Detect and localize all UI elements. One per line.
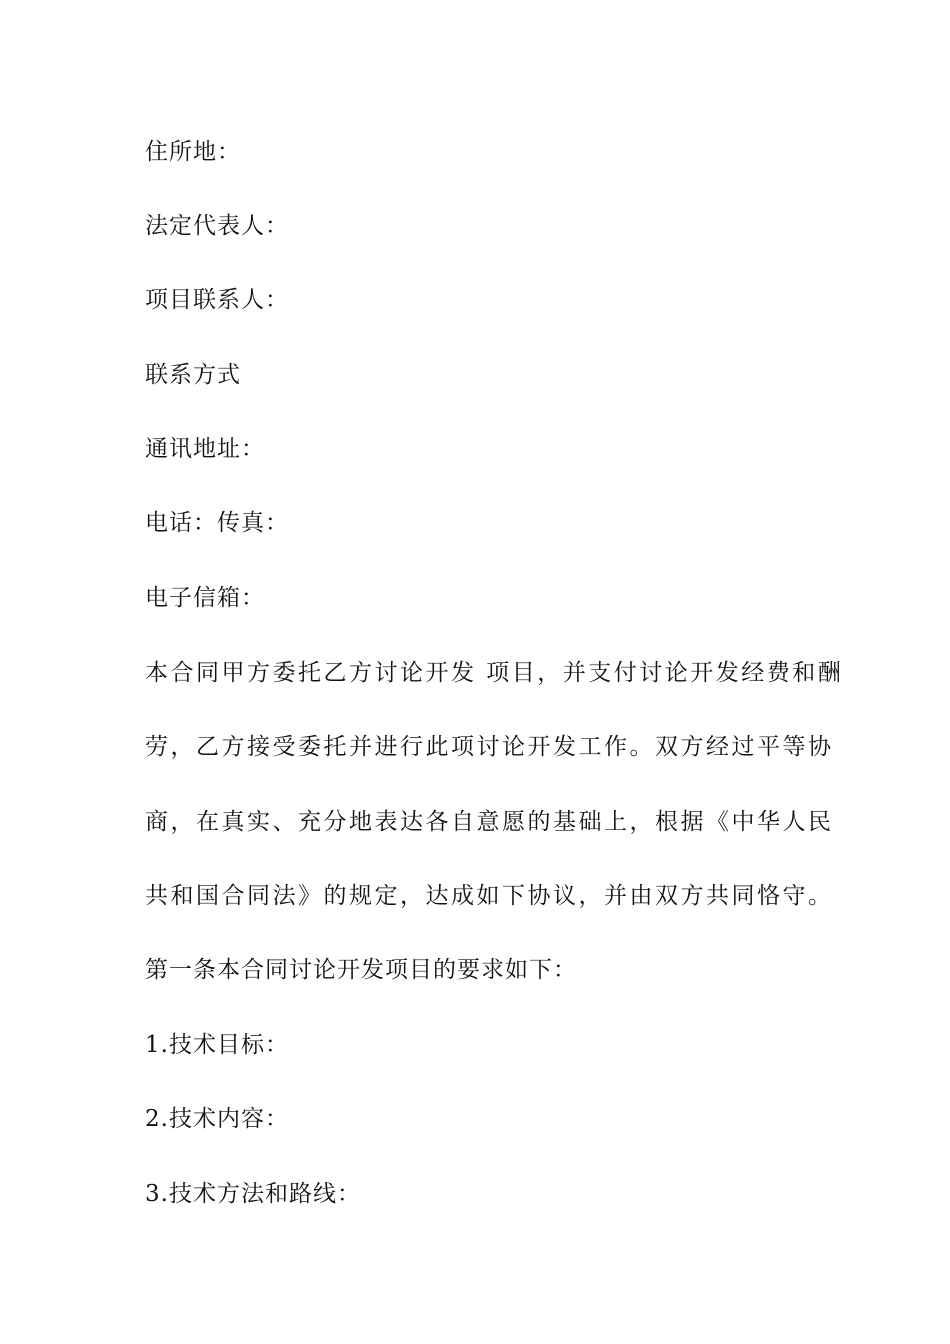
paragraph-line: 本合同甲方委托乙方讨论开发 项目，并支付讨论开发经费和酬: [145, 660, 844, 686]
field-project-contact: 项目联系人：: [145, 287, 289, 313]
paragraph-line: 商，在真实、充分地表达各自意愿的基础上，根据《中华人民: [145, 809, 834, 835]
article-1-item: 1.技术目标：: [145, 1032, 289, 1058]
field-phone-fax: 电话：传真：: [145, 510, 289, 536]
field-email: 电子信箱：: [145, 585, 265, 611]
article-1-heading: 第一条本合同讨论开发项目的要求如下：: [145, 957, 577, 983]
paragraph-line: 劳，乙方接受委托并进行此项讨论开发工作。双方经过平等协: [145, 734, 834, 760]
article-1-item: 3.技术方法和路线：: [145, 1181, 361, 1207]
field-mailing-address: 通讯地址：: [145, 436, 265, 462]
paragraph-line: 共和国合同法》的规定，达成如下协议，并由双方共同恪守。: [145, 883, 834, 909]
field-legal-representative: 法定代表人：: [145, 213, 289, 239]
field-contact-method: 联系方式: [145, 362, 241, 388]
field-address: 住所地：: [145, 139, 241, 165]
article-1-item: 2.技术内容：: [145, 1106, 289, 1132]
